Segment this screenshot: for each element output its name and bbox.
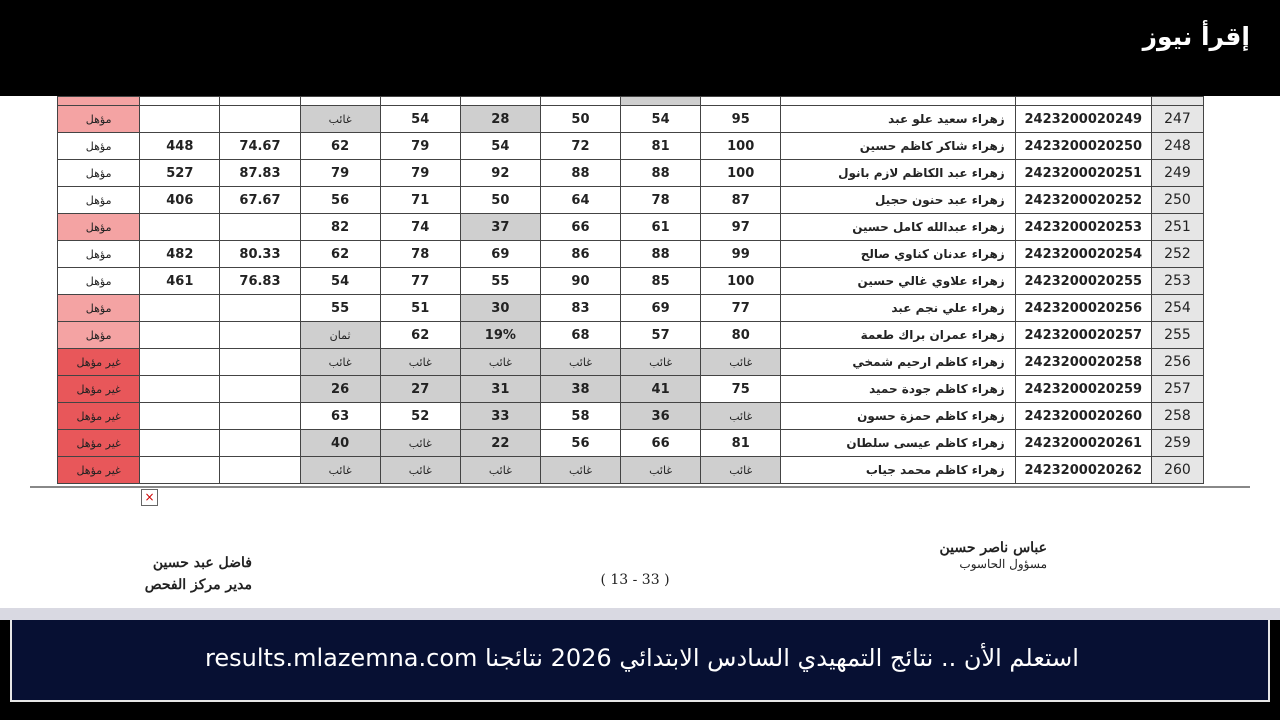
table-row (58, 322, 1204, 349)
cell-s2: 36 (621, 403, 701, 430)
cell-seq: 258 (1151, 403, 1203, 430)
cell-total: 527 (140, 160, 220, 187)
cell-total (140, 457, 220, 484)
top-bar (0, 0, 1280, 96)
cell-s1: 87 (701, 187, 781, 214)
table-row (58, 214, 1204, 241)
cell-total: 461 (140, 268, 220, 295)
cell-s3: 56 (540, 430, 620, 457)
divider-line (30, 486, 1250, 488)
cell-id: 2423200020254 (1015, 241, 1151, 268)
cell-total (140, 403, 220, 430)
cell-status: غير مؤهل (58, 376, 140, 403)
cell-s2: 69 (621, 295, 701, 322)
cell-status: مؤهل (58, 295, 140, 322)
cell-total (140, 376, 220, 403)
cell-s3: غائب (540, 457, 620, 484)
cell-s6: 56 (300, 187, 380, 214)
cell-s2: 66 (621, 430, 701, 457)
cell-status: مؤهل (58, 160, 140, 187)
cell-status: غير مؤهل (58, 349, 140, 376)
cell-seq: 253 (1151, 268, 1203, 295)
cell-cut (300, 97, 380, 106)
cell-s3: 38 (540, 376, 620, 403)
cell-s5: 79 (380, 133, 460, 160)
cell-id: 2423200020261 (1015, 430, 1151, 457)
cell-s6: غائب (300, 457, 380, 484)
cell-status: مؤهل (58, 187, 140, 214)
cell-avg (220, 295, 300, 322)
cell-s5: 54 (380, 106, 460, 133)
cell-s6: 62 (300, 241, 380, 268)
cell-s3: 68 (540, 322, 620, 349)
cell-seq: 250 (1151, 187, 1203, 214)
cell-s2: 57 (621, 322, 701, 349)
cell-cut (1015, 97, 1151, 106)
cell-seq: 255 (1151, 322, 1203, 349)
cell-s4: 92 (460, 160, 540, 187)
cell-status: مؤهل (58, 268, 140, 295)
cell-status: مؤهل (58, 133, 140, 160)
cell-cut (621, 97, 701, 106)
cell-name: زهراء عبدالله كامل حسين (781, 214, 1015, 241)
cell-s4: 31 (460, 376, 540, 403)
cell-name: زهراء عدنان كناوي صالح (781, 241, 1015, 268)
cell-s6: غائب (300, 106, 380, 133)
cell-total: 448 (140, 133, 220, 160)
table-row (58, 376, 1204, 403)
cell-s3: غائب (540, 349, 620, 376)
cell-s5: 52 (380, 403, 460, 430)
cell-cut (701, 97, 781, 106)
cell-avg (220, 457, 300, 484)
table-row (58, 187, 1204, 214)
cell-name: زهراء كاظم ارحيم شمخي (781, 349, 1015, 376)
caption-bar (10, 620, 1270, 702)
cell-s5: 79 (380, 160, 460, 187)
cell-total (140, 295, 220, 322)
signature-right-name: عباس ناصر حسين (939, 540, 1047, 556)
cell-s4: غائب (460, 457, 540, 484)
cell-s5: غائب (380, 349, 460, 376)
cell-s2: 88 (621, 241, 701, 268)
cell-status: غير مؤهل (58, 403, 140, 430)
cell-id: 2423200020260 (1015, 403, 1151, 430)
cell-s2: 41 (621, 376, 701, 403)
cell-s6: غائب (300, 349, 380, 376)
cell-seq: 259 (1151, 430, 1203, 457)
cell-avg: 74.67 (220, 133, 300, 160)
cell-s1: 97 (701, 214, 781, 241)
cell-s4: 54 (460, 133, 540, 160)
cell-cut (781, 97, 1015, 106)
cell-total: 406 (140, 187, 220, 214)
cell-seq: 248 (1151, 133, 1203, 160)
cell-s1: غائب (701, 349, 781, 376)
cell-total: 482 (140, 241, 220, 268)
cell-s1: 99 (701, 241, 781, 268)
cell-avg: 80.33 (220, 241, 300, 268)
cell-id: 2423200020253 (1015, 214, 1151, 241)
cell-s4: 50 (460, 187, 540, 214)
cell-name: زهراء علي نجم عبد (781, 295, 1015, 322)
cell-s1: 75 (701, 376, 781, 403)
cell-s1: غائب (701, 457, 781, 484)
cell-total (140, 106, 220, 133)
cell-id: 2423200020257 (1015, 322, 1151, 349)
cell-avg (220, 322, 300, 349)
cell-status: مؤهل (58, 106, 140, 133)
cell-s4: 22 (460, 430, 540, 457)
cell-s3: 88 (540, 160, 620, 187)
cell-s3: 58 (540, 403, 620, 430)
cell-s1: 80 (701, 322, 781, 349)
cell-s5: 62 (380, 322, 460, 349)
close-icon[interactable]: × (141, 489, 158, 506)
cell-name: زهراء عمران براك طعمة (781, 322, 1015, 349)
cell-avg (220, 430, 300, 457)
results-document (0, 96, 1280, 620)
cell-s6: 62 (300, 133, 380, 160)
cell-seq: 256 (1151, 349, 1203, 376)
cell-cut (1151, 97, 1203, 106)
cell-name: زهراء سعيد علو عبد (781, 106, 1015, 133)
cell-s3: 90 (540, 268, 620, 295)
cell-s6: 55 (300, 295, 380, 322)
cell-cut (58, 97, 140, 106)
cell-cut (140, 97, 220, 106)
cell-s4: 55 (460, 268, 540, 295)
cell-s2: 85 (621, 268, 701, 295)
caption-text[interactable]: استعلم الأن .. نتائج التمهيدي السادس الابتدائي 2026 نتائجنا results.mlazemna.com (205, 644, 1079, 672)
table-row (58, 349, 1204, 376)
cell-avg: 87.83 (220, 160, 300, 187)
cell-status: مؤهل (58, 322, 140, 349)
cell-id: 2423200020262 (1015, 457, 1151, 484)
cell-id: 2423200020249 (1015, 106, 1151, 133)
cell-s5: 71 (380, 187, 460, 214)
cell-s4: 19% (460, 322, 540, 349)
cell-avg (220, 349, 300, 376)
cell-s4: 28 (460, 106, 540, 133)
cell-s6: 63 (300, 403, 380, 430)
cell-cut (220, 97, 300, 106)
cell-name: زهراء كاظم محمد جياب (781, 457, 1015, 484)
cell-cut (460, 97, 540, 106)
cell-name: زهراء شاكر كاظم حسين (781, 133, 1015, 160)
results-table (57, 96, 1204, 484)
cell-s1: 81 (701, 430, 781, 457)
cell-cut (380, 97, 460, 106)
cell-s5: 74 (380, 214, 460, 241)
table-row (58, 133, 1204, 160)
cell-total (140, 322, 220, 349)
cell-s3: 86 (540, 241, 620, 268)
cell-s6: 40 (300, 430, 380, 457)
cell-seq: 257 (1151, 376, 1203, 403)
cell-s1: 100 (701, 268, 781, 295)
cell-seq: 254 (1151, 295, 1203, 322)
cell-s3: 83 (540, 295, 620, 322)
signature-left (140, 552, 252, 596)
cell-avg (220, 214, 300, 241)
cell-s3: 66 (540, 214, 620, 241)
table-row (58, 160, 1204, 187)
cell-name: زهراء كاظم جودة حميد (781, 376, 1015, 403)
cell-avg: 76.83 (220, 268, 300, 295)
table-row (58, 430, 1204, 457)
cell-s5: 27 (380, 376, 460, 403)
table-row (58, 457, 1204, 484)
cell-s2: 61 (621, 214, 701, 241)
cell-s5: 77 (380, 268, 460, 295)
table-row-cut (58, 97, 1204, 106)
cell-status: غير مؤهل (58, 430, 140, 457)
cell-s6: 79 (300, 160, 380, 187)
cell-s3: 50 (540, 106, 620, 133)
cell-s5: غائب (380, 430, 460, 457)
cell-status: مؤهل (58, 214, 140, 241)
cell-id: 2423200020255 (1015, 268, 1151, 295)
cell-s6: 54 (300, 268, 380, 295)
cell-id: 2423200020256 (1015, 295, 1151, 322)
cell-id: 2423200020252 (1015, 187, 1151, 214)
table-row (58, 241, 1204, 268)
cell-s6: 26 (300, 376, 380, 403)
cell-seq: 247 (1151, 106, 1203, 133)
cell-s5: غائب (380, 457, 460, 484)
cell-id: 2423200020251 (1015, 160, 1151, 187)
cell-seq: 252 (1151, 241, 1203, 268)
page-number: ( 13 - 33 ) (600, 572, 670, 588)
cell-id: 2423200020258 (1015, 349, 1151, 376)
cell-s4: 33 (460, 403, 540, 430)
cell-s5: 78 (380, 241, 460, 268)
cell-s1: 95 (701, 106, 781, 133)
cell-name: زهراء عبد الكاظم لازم بانول (781, 160, 1015, 187)
table-row (58, 295, 1204, 322)
cell-s2: 81 (621, 133, 701, 160)
cell-s6: ثمان (300, 322, 380, 349)
cell-s1: 100 (701, 133, 781, 160)
signature-left-role: مدير مركز الفحص (144, 577, 252, 593)
cell-cut (540, 97, 620, 106)
cell-s1: غائب (701, 403, 781, 430)
cell-seq: 249 (1151, 160, 1203, 187)
cell-total (140, 349, 220, 376)
cell-s2: 78 (621, 187, 701, 214)
cell-seq: 260 (1151, 457, 1203, 484)
cell-name: زهراء علاوي غالي حسين (781, 268, 1015, 295)
cell-s3: 72 (540, 133, 620, 160)
page-edge (0, 608, 1280, 620)
cell-s1: 77 (701, 295, 781, 322)
signature-left-name: فاضل عبد حسين (152, 555, 252, 571)
cell-avg (220, 106, 300, 133)
site-brand[interactable]: إقرأ نيوز (1142, 22, 1250, 51)
cell-s4: 30 (460, 295, 540, 322)
cell-total (140, 430, 220, 457)
signature-right-role: مسؤول الحاسوب (959, 557, 1047, 571)
cell-s6: 82 (300, 214, 380, 241)
cell-seq: 251 (1151, 214, 1203, 241)
signature-right (925, 540, 1047, 572)
cell-avg: 67.67 (220, 187, 300, 214)
cell-s2: 88 (621, 160, 701, 187)
cell-name: زهراء كاظم حمزة حسون (781, 403, 1015, 430)
cell-name: زهراء عبد حنون حجيل (781, 187, 1015, 214)
cell-s2: غائب (621, 457, 701, 484)
cell-s4: غائب (460, 349, 540, 376)
cell-s4: 69 (460, 241, 540, 268)
table-row (58, 106, 1204, 133)
cell-s4: 37 (460, 214, 540, 241)
cell-id: 2423200020259 (1015, 376, 1151, 403)
cell-id: 2423200020250 (1015, 133, 1151, 160)
cell-total (140, 214, 220, 241)
cell-s2: 54 (621, 106, 701, 133)
cell-status: غير مؤهل (58, 457, 140, 484)
cell-name: زهراء كاظم عيسى سلطان (781, 430, 1015, 457)
table-row (58, 268, 1204, 295)
cell-s2: غائب (621, 349, 701, 376)
cell-s1: 100 (701, 160, 781, 187)
cell-status: مؤهل (58, 241, 140, 268)
cell-s3: 64 (540, 187, 620, 214)
cell-s5: 51 (380, 295, 460, 322)
table-row (58, 403, 1204, 430)
cell-avg (220, 376, 300, 403)
cell-avg (220, 403, 300, 430)
